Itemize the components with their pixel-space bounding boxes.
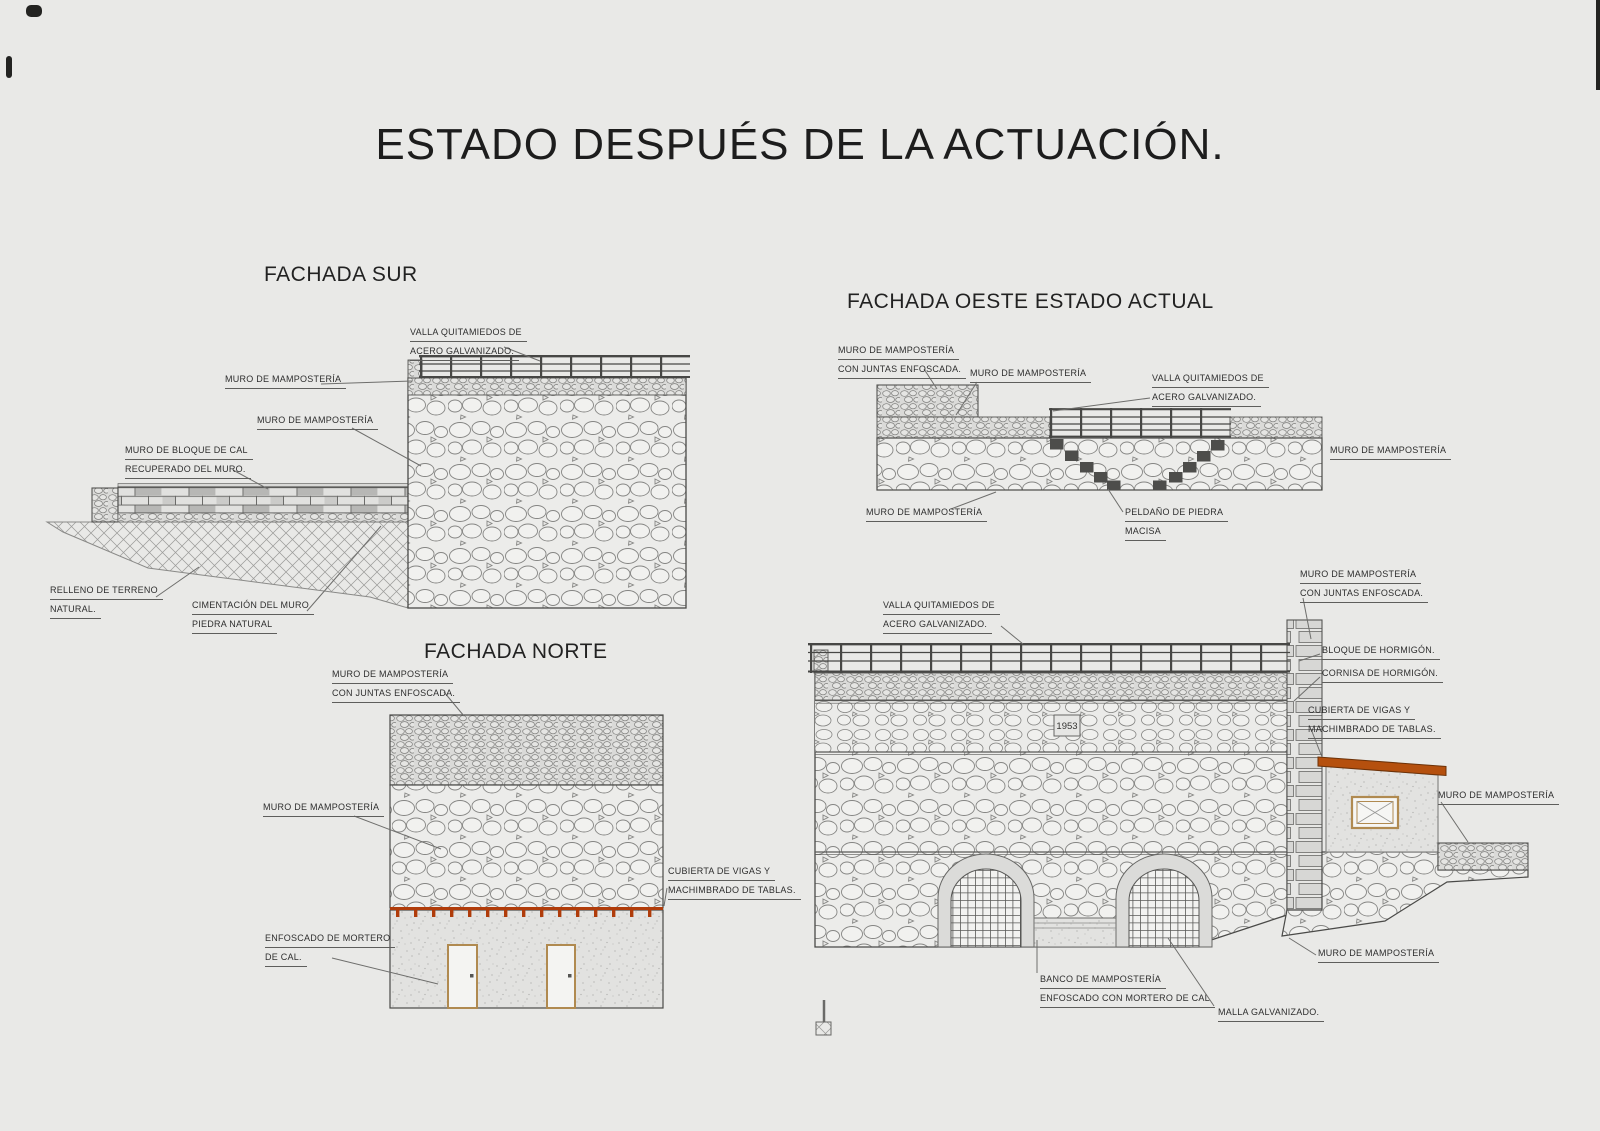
door-left — [448, 945, 477, 1008]
label-muro-oeste-right — [1330, 443, 1451, 462]
label-line: VALLA QUITAMIEDOS DE — [883, 598, 1000, 615]
act-railing — [808, 643, 1290, 673]
label-line: CUBIERTA DE VIGAS Y — [668, 864, 775, 881]
oeste-raised-block — [877, 385, 978, 417]
label-line: ACERO GALVANIZADO. — [883, 617, 992, 634]
title-fachada-sur: FACHADA SUR — [264, 263, 418, 286]
label-line: MALLA GALVANIZADO. — [1218, 1005, 1324, 1022]
label-muro-actuacion-slope — [1318, 946, 1439, 965]
label-line: MURO DE MAMPOSTERÍA — [1330, 443, 1451, 460]
label-valla-actuacion — [883, 598, 1000, 636]
beam-ticks — [392, 910, 661, 917]
sheet-title: ESTADO DESPUÉS DE LA ACTUACIÓN. — [375, 120, 1225, 169]
label-line: MURO DE BLOQUE DE CAL — [125, 443, 253, 460]
label-line: MACHIMBRADO DE TABLAS. — [668, 883, 801, 900]
label-line: MURO DE MAMPOSTERÍA — [1300, 567, 1421, 584]
label-line: PIEDRA NATURAL — [192, 617, 277, 634]
norte-top-band — [390, 715, 663, 785]
plaque-1953-text: 1953 — [1056, 721, 1078, 732]
label-muro-mamposteria-sur-mid — [257, 413, 378, 432]
label-muro-oeste-bottom — [866, 505, 987, 524]
sur-top-band — [408, 378, 686, 395]
label-cubierta-norte — [668, 864, 801, 902]
arch-right — [1116, 854, 1212, 947]
label-muro-mamposteria-sur-top — [225, 372, 346, 391]
label-line: CON JUNTAS ENFOSCADA. — [1300, 586, 1428, 603]
label-muro-norte — [263, 800, 384, 819]
oeste-railing — [1049, 408, 1231, 438]
title-fachada-norte: FACHADA NORTE — [424, 640, 608, 663]
norte-stone-wall — [390, 785, 663, 908]
label-line: CUBIERTA DE VIGAS Y — [1308, 703, 1415, 720]
label-line: MURO DE MAMPOSTERÍA — [257, 413, 378, 430]
label-enfoscado — [265, 931, 395, 969]
label-line: RECUPERADO DEL MURO. — [125, 462, 251, 479]
label-valla-oeste — [1152, 371, 1269, 409]
masonry-bench — [1034, 918, 1116, 947]
label-line: CON JUNTAS ENFOSCADA. — [332, 686, 460, 703]
label-cornisa-hormigon — [1322, 666, 1443, 685]
act-band2 — [815, 700, 1287, 752]
arch-left — [938, 854, 1034, 947]
label-line: ACERO GALVANIZADO. — [410, 344, 519, 361]
galvanized-mesh-left — [951, 869, 1021, 947]
quoin-strip — [1287, 620, 1322, 910]
label-line: CON JUNTAS ENFOSCADA. — [838, 362, 966, 379]
rubble-course — [118, 513, 408, 522]
scan-artifact — [26, 5, 42, 17]
label-malla-galvanizado — [1218, 1005, 1324, 1024]
lime-block-wall — [118, 487, 408, 513]
label-line: MACHIMBRADO DE TABLAS. — [1308, 722, 1441, 739]
survey-post — [816, 1000, 831, 1035]
label-line: CORNISA DE HORMIGÓN. — [1322, 666, 1443, 683]
label-line: MACISA — [1125, 524, 1166, 541]
label-muro-actuacion-right — [1438, 788, 1559, 807]
oeste-band-left — [877, 417, 1050, 438]
label-juntas-oeste — [838, 343, 966, 381]
label-line: MURO DE MAMPOSTERÍA — [970, 366, 1091, 383]
oeste-band-right — [1230, 417, 1322, 438]
norte-stucco-wall — [390, 910, 663, 1008]
date-plaque — [1054, 715, 1080, 736]
label-juntas-actuacion — [1300, 567, 1428, 605]
label-line: BANCO DE MAMPOSTERÍA — [1040, 972, 1166, 989]
label-line: ACERO GALVANIZADO. — [1152, 390, 1261, 407]
label-cimentacion — [192, 598, 314, 636]
label-line: MURO DE MAMPOSTERÍA — [1438, 788, 1559, 805]
stone-pillar — [92, 488, 118, 522]
label-line: BLOQUE DE HORMIGÓN. — [1322, 643, 1440, 660]
label-line: VALLA QUITAMIEDOS DE — [410, 325, 527, 342]
label-muro-bloque-cal — [125, 443, 253, 481]
label-line: MURO DE MAMPOSTERÍA — [838, 343, 959, 360]
label-line: CIMENTACIÓN DEL MURO — [192, 598, 314, 615]
scan-artifact — [1596, 0, 1600, 90]
label-line: ENFOSCADO CON MORTERO DE CAL — [1040, 991, 1215, 1008]
fachada-norte-drawing — [390, 715, 663, 1008]
label-bloque-hormigon — [1322, 643, 1440, 662]
title-fachada-oeste: FACHADA OESTE ESTADO ACTUAL — [847, 290, 1214, 313]
label-line: DE CAL. — [265, 950, 307, 967]
label-line: RELLENO DE TERRENO — [50, 583, 163, 600]
label-line: MURO DE MAMPOSTERÍA — [866, 505, 987, 522]
label-relleno-terreno — [50, 583, 163, 621]
label-banco-mamposteria — [1040, 972, 1215, 1010]
label-valla-sur — [410, 325, 527, 363]
label-line: ENFOSCADO DE MORTERO — [265, 931, 395, 948]
act-top-band — [815, 673, 1287, 700]
label-muro-oeste-top — [970, 366, 1091, 385]
shed-window — [1352, 797, 1398, 828]
low-stone-wall — [1438, 843, 1528, 870]
galvanized-mesh-right — [1129, 869, 1199, 947]
label-peldano — [1125, 505, 1228, 543]
label-line: MURO DE MAMPOSTERÍA — [1318, 946, 1439, 963]
scan-artifact — [6, 56, 12, 78]
label-cubierta-actuacion — [1308, 703, 1441, 741]
label-line: MURO DE MAMPOSTERÍA — [225, 372, 346, 389]
label-juntas-norte — [332, 667, 460, 705]
sur-stone-wall — [408, 378, 686, 608]
fachada-sur-drawing — [47, 355, 690, 608]
label-line: MURO DE MAMPOSTERÍA — [332, 667, 453, 684]
label-line: MURO DE MAMPOSTERÍA — [263, 800, 384, 817]
label-line: NATURAL. — [50, 602, 101, 619]
label-line: VALLA QUITAMIEDOS DE — [1152, 371, 1269, 388]
door-right — [547, 945, 575, 1008]
label-line: PELDAÑO DE PIEDRA — [1125, 505, 1228, 522]
